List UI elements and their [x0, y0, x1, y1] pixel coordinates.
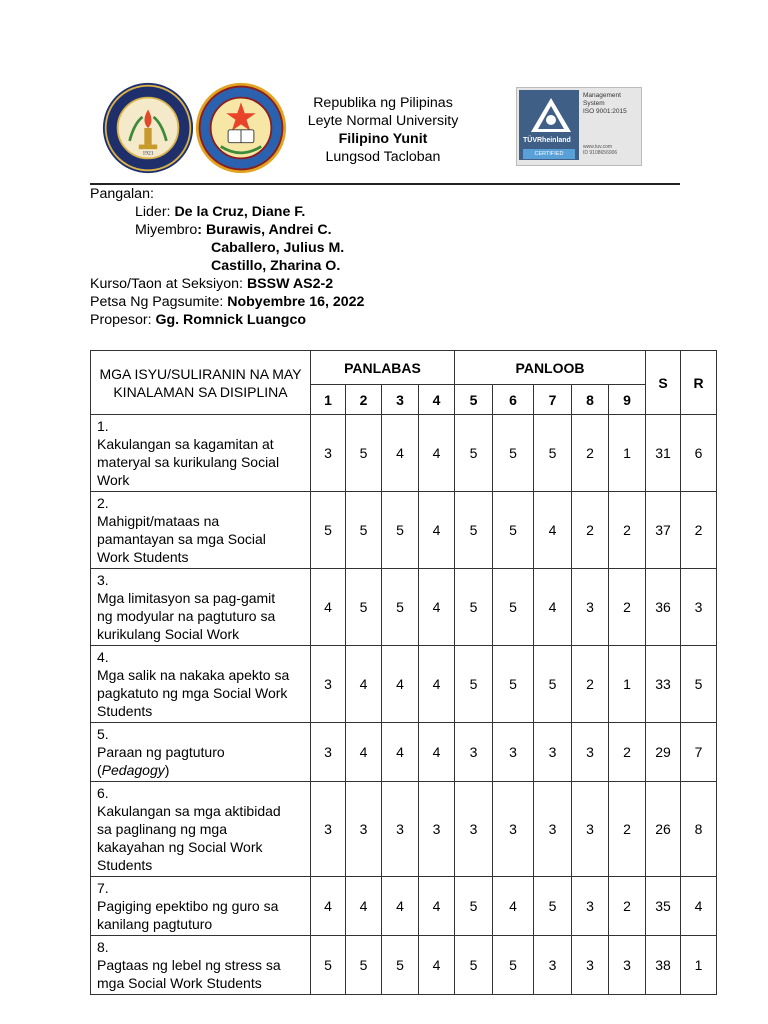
score-cell: 3	[311, 415, 346, 492]
tuv-title: Management System	[583, 92, 621, 107]
score-cell: 3	[534, 723, 572, 782]
header-divider	[90, 183, 680, 185]
sum-cell: 35	[646, 877, 681, 936]
score-cell: 4	[419, 569, 455, 646]
sum-cell: 38	[646, 936, 681, 995]
criterion-header: 3	[382, 385, 419, 415]
table-row	[91, 569, 717, 646]
score-cell: 4	[534, 492, 572, 569]
sum-cell: 29	[646, 723, 681, 782]
score-cell: 3	[572, 569, 609, 646]
issue-number: 2.	[97, 495, 109, 511]
score-cell: 4	[419, 492, 455, 569]
issue-number: 4.	[97, 649, 109, 665]
score-cell: 5	[382, 569, 419, 646]
tuv-triangle-icon	[529, 96, 573, 134]
issue-text-emphasis: Pedagogy	[101, 762, 165, 778]
rank-cell: 1	[681, 936, 717, 995]
score-cell: 3	[311, 782, 346, 877]
score-cell: 5	[382, 936, 419, 995]
score-cell: 2	[572, 492, 609, 569]
kurso-label: Kurso/Taon at Seksiyon:	[90, 276, 247, 292]
score-cell: 3	[455, 782, 493, 877]
rank-cell: 3	[681, 569, 717, 646]
score-cell: 5	[346, 569, 382, 646]
table-header-row-1	[91, 351, 717, 385]
score-cell: 3	[572, 877, 609, 936]
score-cell: 5	[455, 646, 493, 723]
svg-text:1921: 1921	[142, 150, 154, 157]
issue-text-main: Mga limitasyon sa pag-gamit ng modyular na pagtuturo sa kurikulang Social Work	[97, 590, 276, 642]
table-row	[91, 782, 717, 877]
rank-cell: 7	[681, 723, 717, 782]
score-cell: 5	[311, 936, 346, 995]
score-cell: 3	[572, 782, 609, 877]
score-cell: 5	[382, 492, 419, 569]
issue-number: 8.	[97, 939, 109, 955]
issue-text-main: Pagtaas ng lebel ng stress sa mga Social Work Students	[97, 957, 281, 991]
score-cell: 4	[311, 569, 346, 646]
r-column-header: R	[681, 351, 717, 415]
issue-text	[97, 897, 291, 933]
miyembro-value-2-line	[211, 239, 344, 257]
score-cell: 2	[609, 569, 646, 646]
criterion-header: 2	[346, 385, 382, 415]
score-cell: 3	[455, 723, 493, 782]
rank-cell: 5	[681, 646, 717, 723]
issue-text-main: Pagiging epektibo ng guro sa kanilang pagtuturo	[97, 898, 279, 932]
table-row	[91, 936, 717, 995]
sum-cell: 26	[646, 782, 681, 877]
issue-text: Paraan ng pagtuturo (Pedagogy)	[97, 744, 225, 778]
score-cell: 5	[534, 877, 572, 936]
propesor-label: Propesor:	[90, 312, 156, 328]
score-cell: 1	[609, 415, 646, 492]
score-cell: 5	[534, 415, 572, 492]
score-cell: 2	[572, 415, 609, 492]
ranking-table	[90, 350, 717, 995]
tuv-footer	[583, 144, 617, 156]
score-cell: 3	[609, 936, 646, 995]
table-row	[91, 877, 717, 936]
score-cell: 3	[419, 782, 455, 877]
tuv-certified-label: CERTIFIED	[523, 149, 575, 159]
criterion-header: 9	[609, 385, 646, 415]
header-unit: Filipino Yunit	[338, 131, 428, 147]
issue-cell	[91, 492, 311, 569]
issue-text-main: Mahigpit/mataas na pamantayan sa mga Social Work Students	[97, 513, 266, 565]
miyembro-value-2: Caballero, Julius M.	[211, 240, 345, 256]
lider-label: Lider:	[135, 204, 175, 220]
sum-cell: 31	[646, 415, 681, 492]
criterion-header: 4	[419, 385, 455, 415]
rank-cell: 4	[681, 877, 717, 936]
score-cell: 3	[311, 723, 346, 782]
petsa-line	[90, 293, 364, 311]
score-cell: 4	[419, 415, 455, 492]
score-cell: 3	[493, 723, 534, 782]
certification-badge	[516, 87, 642, 166]
score-cell: 2	[609, 492, 646, 569]
filipino-yunit-seal-icon	[194, 82, 288, 174]
lider-line	[135, 203, 305, 221]
issue-text	[97, 435, 291, 489]
issue-cell	[91, 723, 311, 782]
tuv-system-text	[583, 92, 641, 116]
score-cell: 3	[493, 782, 534, 877]
score-cell: 4	[419, 936, 455, 995]
score-cell: 5	[534, 646, 572, 723]
score-cell: 4	[382, 877, 419, 936]
petsa-value: Nobyembre 16, 2022	[227, 294, 365, 310]
score-cell: 5	[455, 936, 493, 995]
score-cell: 4	[419, 723, 455, 782]
score-cell: 5	[455, 877, 493, 936]
issue-number: 5.	[97, 726, 109, 742]
miyembro-line	[135, 221, 332, 239]
document-header	[283, 94, 483, 166]
tuv-logo	[519, 90, 579, 160]
header-republic: Republika ng Pilipinas	[313, 95, 453, 111]
score-cell: 3	[346, 782, 382, 877]
score-cell: 3	[534, 782, 572, 877]
score-cell: 5	[311, 492, 346, 569]
score-cell: 1	[609, 646, 646, 723]
score-cell: 4	[346, 646, 382, 723]
score-cell: 5	[493, 936, 534, 995]
issue-text	[97, 512, 291, 566]
issue-text-main: Mga salik na nakaka apekto sa pagkatuto ng mga Social Work Students	[97, 667, 290, 719]
rank-cell: 2	[681, 492, 717, 569]
table-row	[91, 646, 717, 723]
issue-cell	[91, 569, 311, 646]
table-body	[91, 415, 717, 995]
miyembro-value-1: : Burawis, Andrei C.	[197, 222, 332, 238]
kurso-line	[90, 275, 333, 293]
header-university: Leyte Normal University	[307, 113, 459, 129]
sum-cell: 33	[646, 646, 681, 723]
issue-cell	[91, 782, 311, 877]
score-cell: 5	[346, 936, 382, 995]
issue-text-main: Kakulangan sa mga aktibidad sa paglinang ng mga kakayahan ng Social Work Students	[97, 803, 281, 873]
petsa-label: Petsa Ng Pagsumite:	[90, 294, 228, 310]
lnu-seal-icon	[102, 82, 194, 174]
tuv-standard: ISO 9001:2015	[583, 108, 627, 115]
score-cell: 4	[311, 877, 346, 936]
propesor-value: Gg. Romnick Luangco	[155, 312, 307, 328]
issue-number: 6.	[97, 785, 109, 801]
issue-cell	[91, 646, 311, 723]
score-cell: 5	[493, 646, 534, 723]
score-cell: 2	[609, 782, 646, 877]
score-cell: 4	[419, 646, 455, 723]
score-cell: 4	[419, 877, 455, 936]
issue-column-header: MGA ISYU/SULIRANIN NA MAY KINALAMAN SA DISIPLINA	[91, 351, 311, 415]
panlabas-header: PANLABAS	[311, 351, 455, 385]
sum-cell: 37	[646, 492, 681, 569]
s-column-header: S	[646, 351, 681, 415]
rank-cell: 8	[681, 782, 717, 877]
issue-cell	[91, 877, 311, 936]
score-cell: 3	[534, 936, 572, 995]
lider-value: De la Cruz, Diane F.	[174, 204, 306, 220]
issue-text	[97, 666, 291, 720]
score-cell: 4	[346, 723, 382, 782]
score-cell: 4	[382, 723, 419, 782]
miyembro-value-3: Castillo, Zharina O.	[211, 258, 341, 274]
rank-cell: 6	[681, 415, 717, 492]
table-row	[91, 492, 717, 569]
tuv-brand: TÜVRheinland	[523, 137, 571, 144]
score-cell: 5	[493, 492, 534, 569]
score-cell: 4	[382, 646, 419, 723]
score-cell: 4	[382, 415, 419, 492]
panloob-header: PANLOOB	[455, 351, 646, 385]
sum-cell: 36	[646, 569, 681, 646]
score-cell: 3	[572, 723, 609, 782]
issue-text-main: Paraan ng pagtuturo	[97, 744, 225, 760]
score-cell: 4	[534, 569, 572, 646]
score-cell: 2	[609, 877, 646, 936]
score-cell: 5	[346, 492, 382, 569]
miyembro-label: Miyembro	[135, 222, 198, 238]
issue-text	[97, 956, 291, 992]
pangalan-label: Pangalan:	[90, 186, 154, 202]
kurso-value: BSSW AS2-2	[246, 276, 334, 292]
score-cell: 3	[572, 936, 609, 995]
issue-text	[97, 589, 291, 643]
score-cell: 5	[455, 569, 493, 646]
header-city: Lungsod Tacloban	[325, 149, 441, 165]
score-cell: 4	[493, 877, 534, 936]
score-cell: 5	[346, 415, 382, 492]
issue-number: 3.	[97, 572, 109, 588]
tuv-id: ID 9108656906	[583, 150, 618, 156]
table-row	[91, 415, 717, 492]
score-cell: 5	[493, 569, 534, 646]
issue-cell	[91, 936, 311, 995]
score-cell: 2	[572, 646, 609, 723]
score-cell: 5	[455, 492, 493, 569]
score-cell: 2	[609, 723, 646, 782]
score-cell: 4	[346, 877, 382, 936]
score-cell: 3	[311, 646, 346, 723]
issue-cell	[91, 415, 311, 492]
criterion-header: 1	[311, 385, 346, 415]
issue-number: 1.	[97, 418, 109, 434]
issue-text	[97, 802, 291, 874]
criterion-header: 7	[534, 385, 572, 415]
issue-number: 7.	[97, 880, 109, 896]
score-cell: 5	[455, 415, 493, 492]
table-row	[91, 723, 717, 782]
tuv-url: www.tuv.com	[583, 144, 613, 150]
criterion-header: 6	[493, 385, 534, 415]
propesor-line	[90, 311, 306, 329]
score-cell: 3	[382, 782, 419, 877]
criterion-header: 8	[572, 385, 609, 415]
score-cell: 5	[493, 415, 534, 492]
criterion-header: 5	[455, 385, 493, 415]
issue-text-main: Kakulangan sa kagamitan at materyal sa kurikulang Social Work	[97, 436, 280, 488]
miyembro-value-3-line	[211, 257, 340, 275]
